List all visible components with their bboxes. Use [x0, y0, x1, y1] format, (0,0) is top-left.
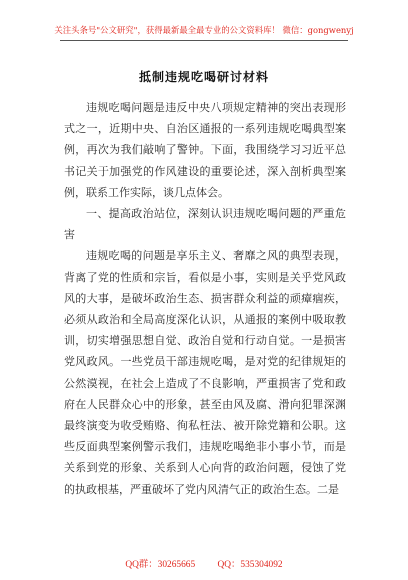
paragraph-intro: 违规吃喝问题是违反中央八项规定精神的突出表现形式之一，近期中央、自治区通报的一系列违规吃喝典型案例，再次为我们敲响了警钟。下面，我围绕学习习近平总书记关于加强党的作风建设的重要论述，深入剖析典型案例，联系工作实际，谈几点体会。: [64, 101, 346, 199]
section-heading: 一、提高政治站位，深刻认识违规吃喝问题的严重危害: [64, 207, 346, 242]
header-promo-note: 关注头条号"公文研究"，获得最新最全最专业的公文资料库！ 微信：gongwenyj: [54, 25, 354, 35]
header-divider: [60, 40, 348, 41]
document-title: 抵制违规吃喝研讨材料: [138, 70, 269, 84]
paragraph-body: 违规吃喝的问题是享乐主义、奢靡之风的典型表现，背离了党的性质和宗旨，看似是小事，实则是关乎党风政风的大事，是破坏政治生态、损害群众利益的顽瘴痼疾，必须从政治和全局高度深化认识，从通报的案例中吸取教训，切实增强思想自觉、政治自觉和行动自觉。一是损害党风政风。一些党员干部违规吃喝，是对党的纪律规矩的公然漠视，在社会上造成了不良影响，严重损害了党和政府在人民群众心中的形象，甚至由风及腐、滑向犯罪深渊最终演变为收受贿赂、徇私枉法、被开除党籍和公职。这些反面典型案例警示我们，违规吃喝绝非小事小节，而是关系到党的形象、关系到人心向背的政治问题，侵蚀了党的执政根基，严重破坏了党内风清气正的政治生态。二是: [64, 249, 346, 496]
footer-qq: QQ：535304092: [217, 560, 283, 570]
document-body: [64, 97, 346, 500]
footer-contact: [0, 556, 408, 570]
footer-qq-group: QQ群：30265665: [125, 560, 196, 570]
